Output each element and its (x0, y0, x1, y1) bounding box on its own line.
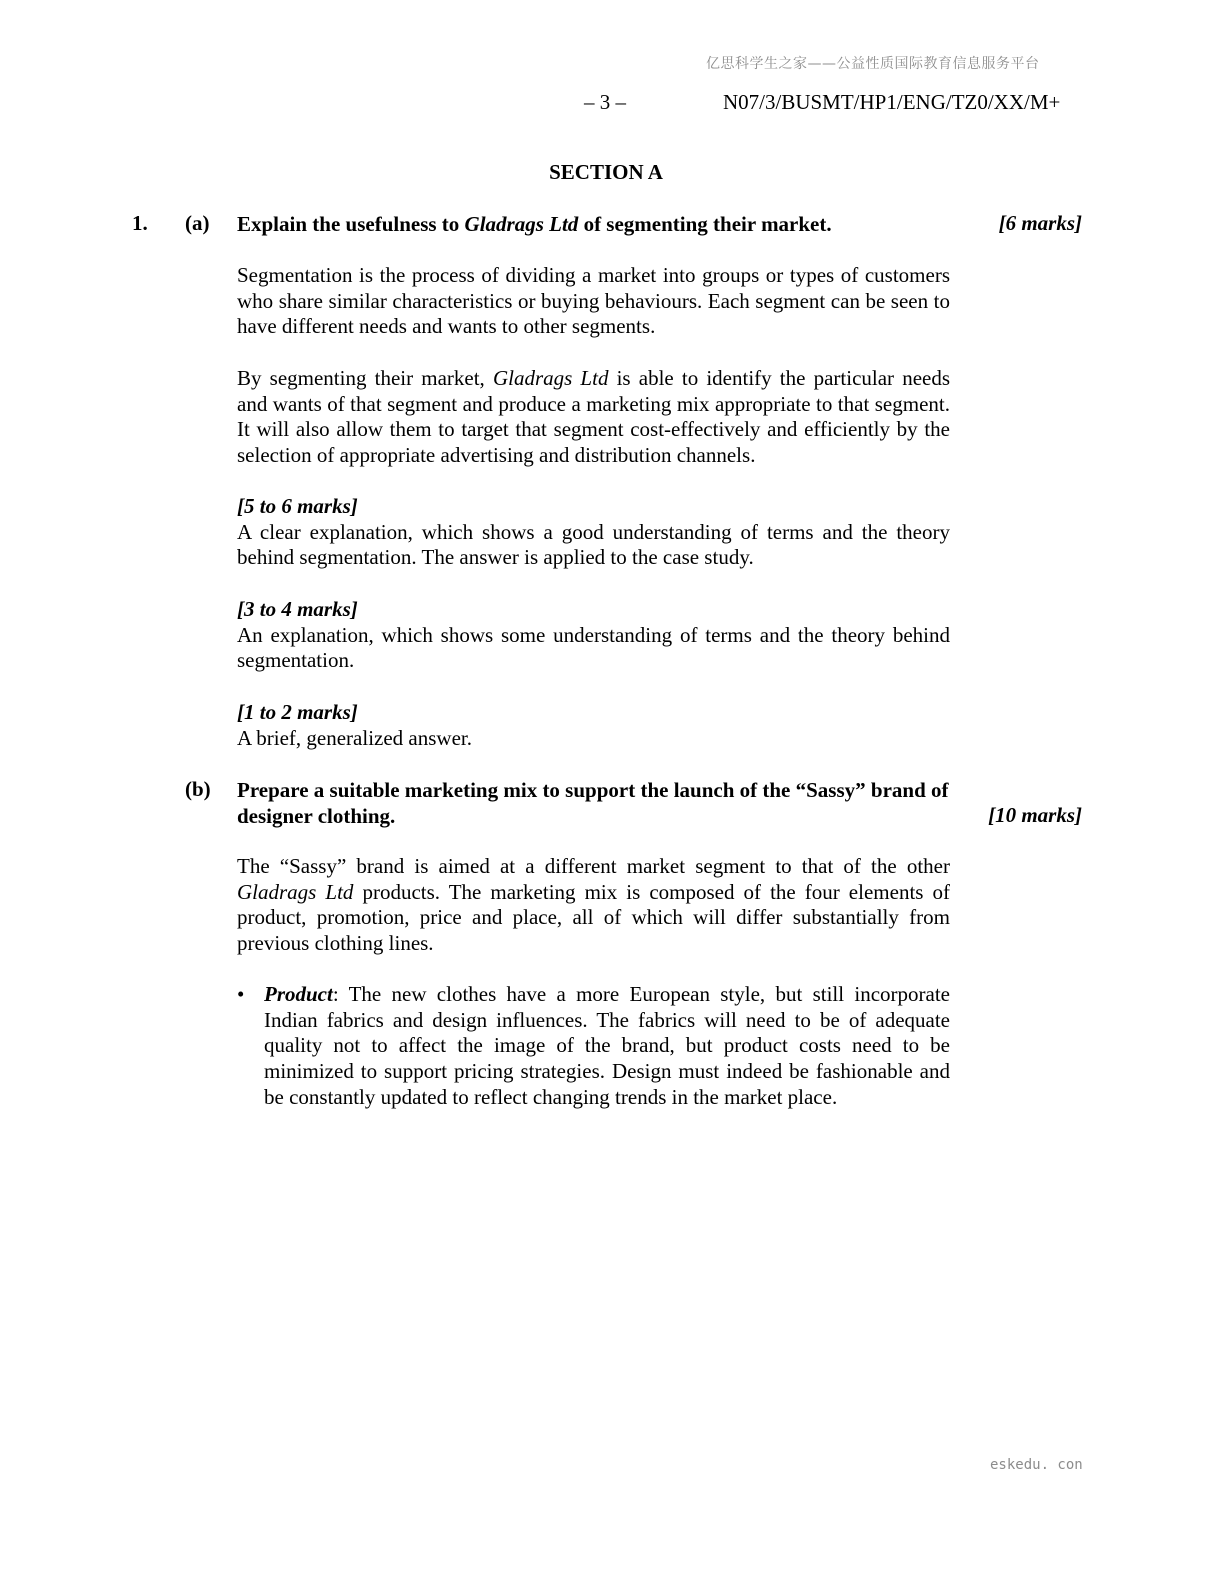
part-b-question: Prepare a suitable marketing mix to support the launch of the “Sassy” brand of designer clothing. (237, 778, 949, 828)
part-b-label: (b) (185, 777, 211, 801)
mark-band-label: [3 to 4 marks] (237, 597, 358, 621)
question-number: 1. (132, 211, 148, 235)
part-a-marks: [6 marks] (998, 211, 1082, 235)
mark-band-1-2 (237, 700, 950, 751)
mark-band-text: An explanation, which shows some understanding of terms and the theory behind segmentation. (237, 622, 950, 673)
section-title: SECTION A (549, 160, 663, 184)
part-b-marks: [10 marks] (988, 803, 1082, 827)
mark-band-label: [1 to 2 marks] (237, 700, 358, 724)
watermark-footer: eskedu. con (990, 1457, 1083, 1473)
mark-band-label: [5 to 6 marks] (237, 494, 358, 518)
part-a-paragraph-1: Segmentation is the process of dividing a market into groups or types of customers who share similar characteristics or buying behaviours. Each segment can be seen to have different needs and wants to other segments. (237, 263, 950, 339)
watermark-header: 亿思科学生之家——公益性质国际教育信息服务平台 (706, 56, 1040, 72)
mark-band-3-4 (237, 597, 950, 674)
part-b-paragraph-1: The “Sassy” brand is aimed at a different market segment to that of the other Gladrags Ltd products. The marketing mix is composed of the four elements of product, promotion, price and place, all of which will differ substantially from previous clothing lines. (237, 854, 950, 956)
page-number: – 3 – (584, 90, 626, 114)
mark-band-text: A clear explanation, which shows a good understanding of terms and the theory behind segmentation. The answer is applied to the case study. (237, 519, 950, 570)
bullet-product: Product: The new clothes have a more European style, but still incorporate Indian fabrics and design influences. The fabrics will need to be of adequate quality not to affect the image of the brand, but product costs need to be minimized to support pricing strategies. Design must indeed be fashionable and be constantly updated to reflect changing trends in the market place. (264, 982, 950, 1109)
document-code: N07/3/BUSMT/HP1/ENG/TZ0/XX/M+ (723, 90, 1061, 114)
part-a-question: Explain the usefulness to Gladrags Ltd of segmenting their market. (237, 212, 832, 236)
part-a-label: (a) (185, 211, 210, 235)
bullet-icon: • (237, 982, 245, 1006)
part-a-paragraph-2: By segmenting their market, Gladrags Ltd is able to identify the particular needs and wants of that segment and produce a marketing mix appropriate to that segment. It will also allow them to target that segment cost-effectively and efficiently by the selection of appropriate advertising and distribution channels. (237, 366, 951, 468)
mark-band-text: A brief, generalized answer. (237, 725, 472, 750)
mark-band-5-6 (237, 494, 950, 571)
